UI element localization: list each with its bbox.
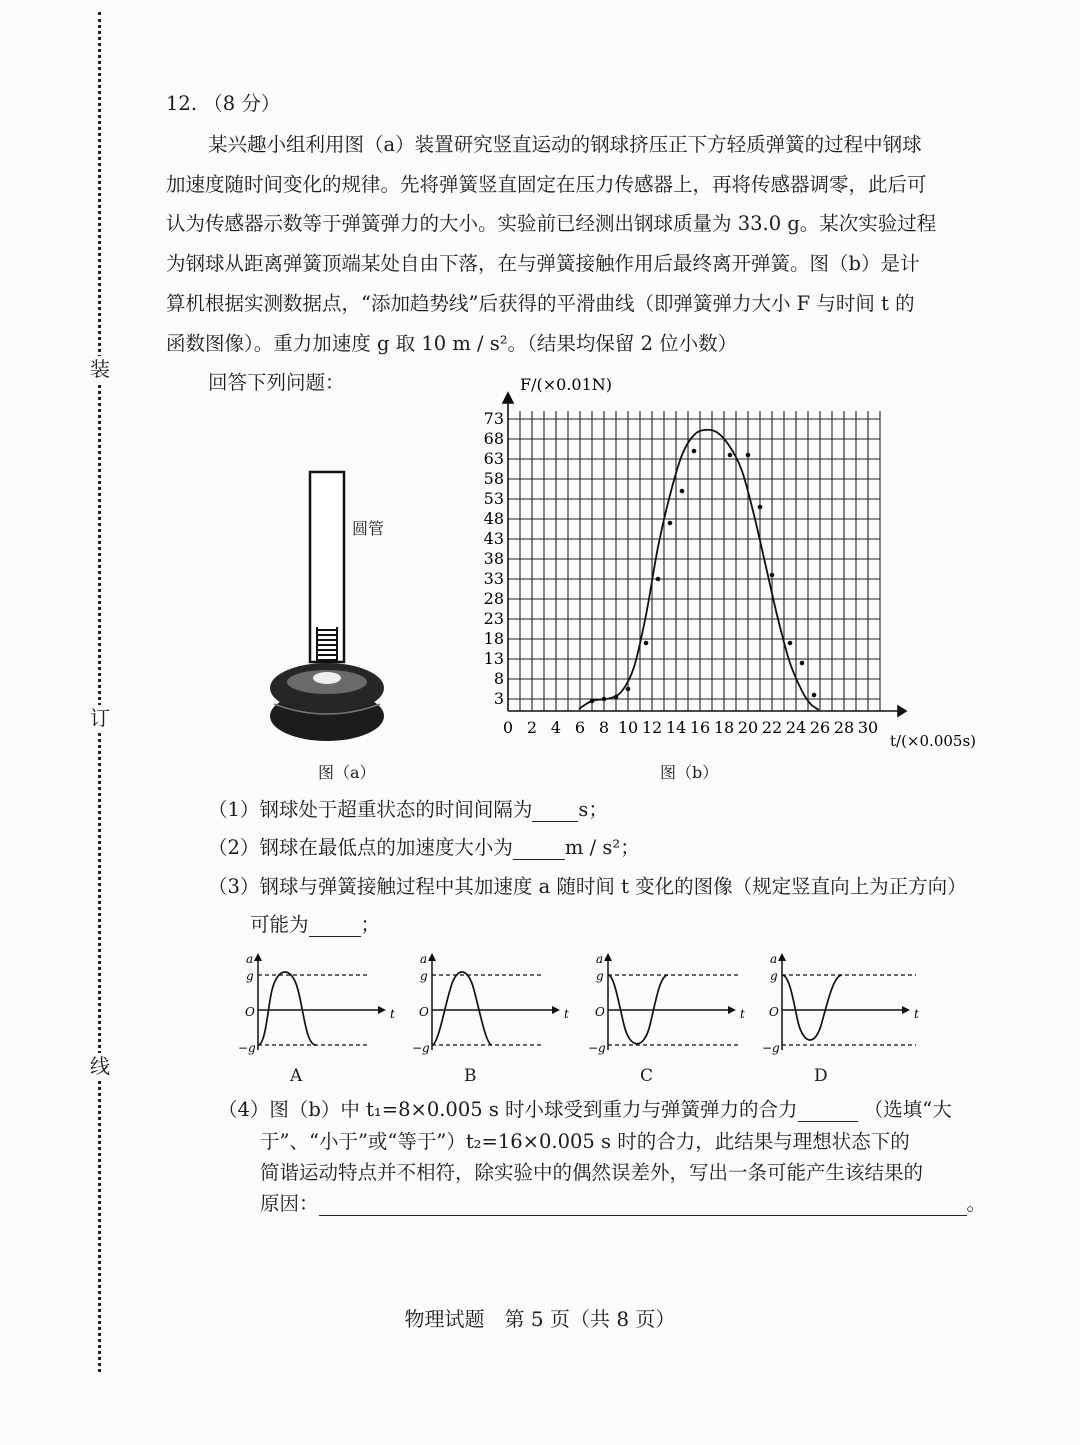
origin-label: O (245, 1005, 255, 1019)
figure-a-apparatus (260, 460, 410, 750)
neg-g-label: −g (412, 1041, 430, 1055)
x-tick-label: 14 (665, 718, 687, 737)
subquestion-4-line-1: （4）图（b）中 t₁=8×0.005 s 时小球受到重力与弹簧弹力的合力 （选填“大 (218, 1098, 952, 1121)
g-label: g (246, 969, 254, 983)
stem-line-2: 加速度随时间变化的规律。先将弹簧竖直固定在压力传感器上，再将传感器调零，此后可 (166, 173, 927, 196)
subquestion-3-line-2: 可能为 ； (250, 913, 381, 936)
a-axis-label: a (770, 952, 778, 966)
figure-a-caption: 图（a） (318, 763, 376, 782)
y-tick-label: 13 (483, 649, 504, 668)
y-tick-labels (484, 409, 504, 708)
x-tick-label: 0 (502, 718, 514, 737)
question-points: （8 分） (203, 92, 281, 115)
y-axis-label: F/(×0.01N) (520, 375, 613, 394)
x-tick-label: 16 (689, 718, 711, 737)
data-point (812, 693, 817, 698)
data-point (602, 697, 607, 702)
sensor-top (313, 672, 341, 684)
data-point (680, 489, 685, 494)
x-tick-label: 22 (761, 718, 783, 737)
stem-line-1: 某兴趣小组利用图（a）装置研究竖直运动的钢球挤压正下方轻质弹簧的过程中钢球 (208, 133, 922, 156)
x-tick-label: 12 (641, 718, 663, 737)
option-graph-d (760, 950, 930, 1060)
x-tick-label: 26 (809, 718, 831, 737)
x-tick-label: 28 (833, 718, 855, 737)
data-point (614, 695, 619, 700)
x-tick-label: 8 (598, 718, 610, 737)
accel-curve (258, 972, 316, 1045)
y-tick-label: 73 (483, 409, 504, 428)
tube-shape (310, 472, 344, 662)
data-point (746, 453, 751, 458)
data-point (644, 641, 649, 646)
g-label: g (420, 969, 428, 983)
binding-char-xian: 线 (90, 1054, 110, 1078)
y-tick-label: 48 (483, 509, 504, 528)
data-point (788, 641, 793, 646)
y-tick-label: 58 (483, 469, 504, 488)
page-footer: 物理试题 第 5 页（共 8 页） (404, 1307, 676, 1331)
x-tick-label: 2 (526, 718, 538, 737)
subquestion-4-line-3: 简谐运动特点并不相符，除实验中的偶然误差外，写出一条可能产生该结果的 (260, 1161, 924, 1184)
y-tick-label: 53 (483, 489, 504, 508)
x-tick-label: 18 (713, 718, 735, 737)
y-tick-label: 3 (493, 689, 504, 708)
answer-blank-3[interactable] (309, 916, 361, 937)
stem-line-6: 函数图像）。重力加速度 g 取 10 m / s²。（结果均保留 2 位小数） (166, 332, 738, 355)
y-tick-label: 43 (483, 529, 504, 548)
y-tick-label: 23 (483, 609, 504, 628)
x-tick-label: 30 (857, 718, 879, 737)
origin-label: O (419, 1005, 429, 1019)
y-tick-label: 28 (483, 589, 504, 608)
data-point (770, 573, 775, 578)
g-label: g (596, 969, 604, 983)
answer-blank-1[interactable] (532, 801, 578, 822)
origin-label: O (769, 1005, 779, 1019)
binding-char-zhuang: 装 (90, 357, 110, 381)
answer-prompt: 回答下列问题： (208, 371, 345, 394)
chart-axes (503, 393, 906, 716)
x-tick-label: 6 (574, 718, 586, 737)
stem-line-5: 算机根据实测数据点，“添加趋势线”后获得的平滑曲线（即弹簧弹力大小 F 与时间 t 的 (166, 292, 915, 315)
option-label-c: C (640, 1066, 654, 1086)
figure-b-caption: 图（b） (660, 763, 719, 782)
a-axis-arrow-icon (428, 953, 436, 961)
t-axis-label: t (390, 1007, 395, 1021)
y-axis-arrow-icon (503, 393, 513, 403)
option-label-a: A (290, 1066, 303, 1086)
origin-label: O (595, 1005, 605, 1019)
subquestion-4-line-2: 于”、“小于”或“等于”）t₂=16×0.005 s 时的合力，此结果与理想状态下的 (260, 1130, 910, 1153)
x-tick-label: 24 (785, 718, 807, 737)
figure-b-chart (470, 365, 990, 755)
tube-label: 圆管 (352, 519, 385, 538)
t-axis-label: t (914, 1007, 919, 1021)
t-axis-arrow-icon (728, 1006, 736, 1014)
data-point (758, 505, 763, 510)
y-tick-label: 38 (483, 549, 504, 568)
question-header (166, 92, 280, 116)
t-axis-label: t (564, 1007, 569, 1021)
y-tick-label: 8 (493, 669, 504, 688)
neg-g-label: −g (588, 1041, 606, 1055)
a-axis-arrow-icon (254, 953, 262, 961)
binding-char-ding: 订 (90, 706, 110, 730)
data-points (590, 449, 817, 704)
x-axis-arrow-icon (898, 706, 906, 716)
data-point (668, 521, 673, 526)
subquestion-4-line-4: 原因： 。 (260, 1192, 987, 1215)
option-graph-c (586, 950, 756, 1060)
chart-grid (508, 411, 880, 711)
a-axis-label: a (420, 952, 428, 966)
option-label-b: B (464, 1066, 477, 1086)
option-graph-b (410, 950, 580, 1060)
subquestion-3-line-1: （3）钢球与弹簧接触过程中其加速度 a 随时间 t 变化的图像（规定竖直向上为正方向） (208, 875, 967, 898)
x-tick-label: 4 (550, 718, 562, 737)
data-point (692, 449, 697, 454)
answer-blank-2[interactable] (513, 839, 565, 860)
question-number: 12. (166, 92, 198, 115)
t-axis-arrow-icon (552, 1006, 560, 1014)
t-axis-label: t (740, 1007, 745, 1021)
a-axis-label: a (596, 952, 604, 966)
subquestion-2: （2）钢球在最低点的加速度大小为 m / s²； (208, 836, 640, 859)
a-axis-arrow-icon (604, 953, 612, 961)
subquestion-1: （1）钢球处于超重状态的时间间隔为 s； (208, 798, 608, 821)
stem-line-4: 为钢球从距离弹簧顶端某处自由下落，在与弹簧接触作用后最终离开弹簧。图（b）是计 (166, 252, 920, 275)
accel-curve (782, 975, 842, 1040)
data-point (656, 577, 661, 582)
option-label-d: D (814, 1066, 828, 1086)
x-tick-label: 20 (737, 718, 759, 737)
neg-g-label: −g (238, 1041, 256, 1055)
stem-line-3: 认为传感器示数等于弹簧弹力的大小。实验前已经测出钢球质量为 33.0 g。某次实验过程 (166, 212, 937, 235)
y-tick-label: 33 (483, 569, 504, 588)
option-graph-a (236, 950, 406, 1060)
force-curve (579, 430, 819, 710)
t-axis-arrow-icon (378, 1006, 386, 1014)
x-tick-labels (503, 718, 878, 737)
answer-blank-4a[interactable] (798, 1101, 858, 1122)
accel-curve (432, 972, 492, 1045)
y-tick-label: 18 (483, 629, 504, 648)
x-axis-label: t/(×0.005s) (890, 732, 976, 750)
x-tick-label: 10 (617, 718, 639, 737)
a-axis-arrow-icon (778, 953, 786, 961)
data-point (626, 687, 631, 692)
a-axis-label: a (246, 952, 254, 966)
t-axis-arrow-icon (902, 1006, 910, 1014)
answer-blank-4b[interactable] (319, 1195, 967, 1216)
data-point (800, 661, 805, 666)
g-label: g (770, 969, 778, 983)
y-tick-label: 63 (483, 449, 504, 468)
y-tick-label: 68 (483, 429, 504, 448)
binding-dotted-line (98, 12, 101, 1372)
neg-g-label: −g (762, 1041, 780, 1055)
data-point (728, 453, 733, 458)
data-point (590, 699, 595, 704)
